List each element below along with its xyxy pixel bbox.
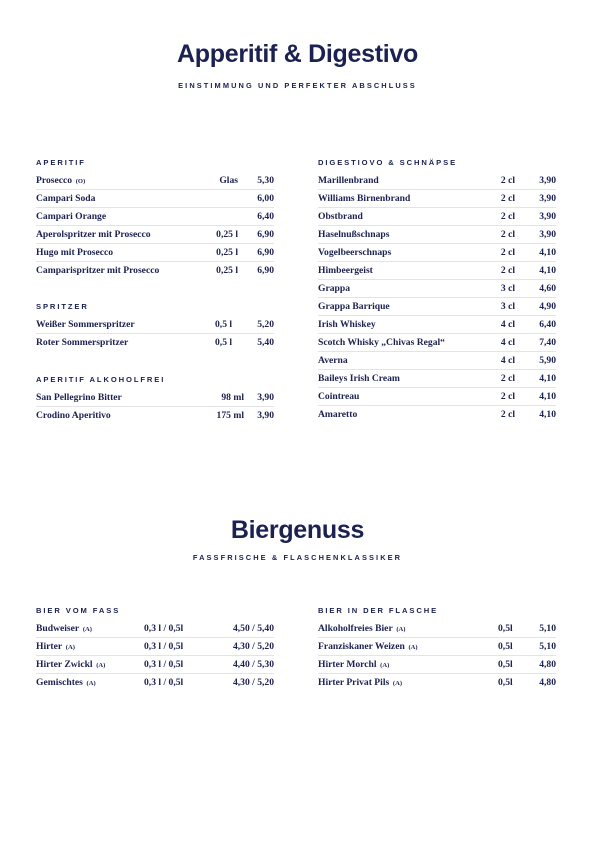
menu-item-name (318, 370, 400, 388)
menu-item-row (36, 407, 274, 425)
menu-item-name (36, 674, 96, 693)
menu-item-name (318, 674, 402, 693)
menu-item-row (36, 638, 274, 656)
menu-item-name (318, 316, 376, 334)
menu-item-quantity: 0,3 l / 0,5l (144, 623, 184, 634)
menu-item-name (318, 388, 359, 406)
menu-item-row (36, 334, 274, 352)
menu-item-name (318, 280, 350, 298)
menu-item-name-text: Averna (318, 355, 348, 366)
menu-item-row (36, 226, 274, 244)
section-subtitle-biergenuss: FASSFRISCHE & FLASCHENKLASSIKER (192, 553, 403, 562)
menu-item-name-text: Amaretto (318, 409, 358, 420)
menu-item-price: 7,40 (539, 337, 556, 348)
menu-item-row (318, 316, 556, 334)
menu-item-name-text: Campari Soda (36, 193, 96, 204)
menu-item-name-text: Weißer Sommerspritzer (36, 319, 135, 330)
menu-item-price: 4,60 (539, 283, 556, 294)
menu-item-row (318, 656, 556, 674)
menu-item-name (318, 352, 348, 370)
menu-item-price: 6,00 (257, 193, 274, 204)
menu-item-name (36, 407, 111, 425)
menu-item-row (318, 370, 556, 388)
menu-item-name (36, 334, 128, 352)
menu-item-row (318, 388, 556, 406)
menu-item-quantity: 0,25 l (216, 229, 238, 240)
menu-item-name-text: Campari Orange (36, 211, 107, 222)
menu-item-name (318, 262, 373, 280)
menu-item-price: 3,90 (539, 229, 556, 240)
allergen-code: (A) (406, 644, 418, 651)
menu-item-name (36, 208, 106, 226)
menu-item-quantity: 0,5 l (215, 319, 233, 330)
menu-item-price: 4,80 (539, 677, 556, 688)
menu-item-price: 4,10 (539, 265, 556, 276)
menu-item-quantity: 0,5l (498, 623, 513, 634)
menu-item-name-text: Aperolspritzer mit Prosecco (36, 229, 151, 240)
menu-item-name-text: Grappa (318, 283, 350, 294)
menu-item-name-text: Hirter Privat Pils (318, 677, 390, 688)
menu-item-name-text: Crodino Aperitivo (36, 410, 111, 421)
menu-item-name (318, 190, 410, 208)
menu-item-name-text: Himbeergeist (318, 265, 373, 276)
menu-item-quantity: 0,3 l / 0,5l (144, 641, 184, 652)
menu-item-row (36, 620, 274, 638)
menu-item-name (36, 638, 75, 657)
menu-item-quantity: 2 cl (500, 373, 515, 384)
menu-item-row (318, 352, 556, 370)
menu-item-name-text: Roter Sommerspritzer (36, 337, 129, 348)
menu-item-row (36, 208, 274, 226)
menu-item-price: 6,90 (257, 229, 274, 240)
menu-item-name (36, 389, 122, 407)
menu-item-row (318, 298, 556, 316)
menu-item-quantity: 4 cl (500, 319, 515, 330)
menu-item-price: 6,90 (257, 247, 274, 258)
menu-item-row (318, 190, 556, 208)
menu-item-name-text: San Pellegrino Bitter (36, 392, 122, 403)
menu-item-name-text: Irish Whiskey (318, 319, 376, 330)
menu-item-price: 5,10 (539, 623, 556, 634)
menu-item-price: 4,10 (539, 247, 556, 258)
menu-item-name (318, 656, 389, 675)
menu-item-name (318, 406, 357, 424)
allergen-code: (A) (94, 662, 106, 669)
menu-item-quantity: 0,5l (498, 641, 513, 652)
menu-item-price: 5,30 (257, 175, 274, 186)
menu-item-quantity: 2 cl (500, 409, 515, 420)
menu-item-row (36, 674, 274, 692)
menu-item-price: 4,30 / 5,20 (232, 641, 274, 652)
menu-item-quantity: 4 cl (500, 355, 515, 366)
menu-item-row (36, 262, 274, 280)
menu-item-name-text: Scotch Whisky „Chivas Regal“ (318, 337, 445, 348)
menu-item-name-text: Vogelbeerschnaps (318, 247, 392, 258)
menu-item-price: 4,50 / 5,40 (232, 623, 274, 634)
menu-item-row (36, 656, 274, 674)
allergen-code: (A) (64, 644, 75, 651)
menu-item-name-text: Haselnußschnaps (318, 229, 390, 240)
menu-item-name-text: Hugo mit Prosecco (36, 247, 114, 258)
menu-item-price: 5,20 (257, 319, 274, 330)
category-heading-aperitif: APERITIF (36, 158, 86, 167)
menu-item-name (36, 172, 85, 191)
category-heading-spritzer: SPRITZER (36, 302, 89, 311)
menu-item-name-text: Williams Birnenbrand (318, 193, 411, 204)
menu-item-row (318, 406, 556, 424)
menu-item-row (36, 389, 274, 407)
menu-item-price: 4,10 (539, 409, 556, 420)
menu-item-name-text: Hirter (36, 641, 63, 652)
menu-item-name-text: Alkoholfreies Bier (318, 623, 393, 634)
category-heading-bier-in-der-flasche: BIER IN DER FLASCHE (318, 606, 439, 615)
menu-item-quantity: 4 cl (500, 337, 515, 348)
menu-item-name (318, 244, 391, 262)
menu-item-row (318, 674, 556, 692)
menu-item-quantity: 2 cl (500, 211, 515, 222)
menu-item-quantity: 3 cl (500, 301, 515, 312)
menu-item-name-text: Camparispritzer mit Prosecco (36, 265, 160, 276)
menu-item-name-text: Marillenbrand (318, 175, 379, 186)
menu-item-quantity: 0,25 l (216, 265, 238, 276)
menu-item-row (36, 190, 274, 208)
menu-item-price: 5,40 (257, 337, 274, 348)
menu-item-name (36, 620, 92, 639)
menu-item-name (318, 298, 390, 316)
menu-item-name (36, 316, 135, 334)
menu-item-quantity: Glas (219, 175, 238, 186)
category-heading-digestivo: DIGESTIOVO & SCHNÄPSE (318, 158, 458, 167)
menu-item-quantity: 3 cl (500, 283, 515, 294)
menu-item-name-text: Grappa Barrique (318, 301, 390, 312)
menu-item-price: 6,90 (257, 265, 274, 276)
menu-item-price: 3,90 (257, 392, 274, 403)
menu-item-price: 3,90 (257, 410, 274, 421)
menu-item-quantity: 0,25 l (216, 247, 238, 258)
menu-item-quantity: 0,5l (498, 659, 513, 670)
category-heading-bier-vom-fass: BIER VOM FASS (36, 606, 121, 615)
menu-item-name (36, 226, 151, 244)
menu-item-row (36, 316, 274, 334)
menu-item-quantity: 2 cl (500, 265, 515, 276)
menu-item-price: 4,30 / 5,20 (232, 677, 274, 688)
menu-item-quantity: 0,5l (498, 677, 513, 688)
menu-item-name (318, 334, 445, 352)
menu-item-name-text: Hirter Zwickl (36, 659, 93, 670)
menu-item-name (318, 620, 406, 639)
menu-item-quantity: 2 cl (500, 229, 515, 240)
menu-item-row (318, 620, 556, 638)
allergen-code: (A) (394, 626, 406, 633)
menu-item-price: 6,40 (539, 319, 556, 330)
menu-item-row (318, 226, 556, 244)
allergen-code: (A) (378, 662, 390, 669)
menu-item-price: 5,10 (539, 641, 556, 652)
menu-item-quantity: 2 cl (500, 247, 515, 258)
allergen-code: (O) (74, 178, 86, 185)
menu-item-price: 3,90 (539, 175, 556, 186)
menu-item-price: 4,40 / 5,30 (232, 659, 274, 670)
menu-item-row (318, 334, 556, 352)
menu-item-price: 6,40 (257, 211, 274, 222)
menu-item-quantity: 0,5 l (215, 337, 233, 348)
menu-item-name-text: Gemischtes (36, 677, 83, 688)
menu-item-name (36, 190, 95, 208)
menu-item-price: 3,90 (539, 193, 556, 204)
menu-item-price: 4,10 (539, 391, 556, 402)
menu-item-name-text: Baileys Irish Cream (318, 373, 400, 384)
menu-item-name (318, 226, 389, 244)
allergen-code: (A) (84, 680, 96, 687)
menu-item-row (318, 208, 556, 226)
menu-item-price: 5,90 (539, 355, 556, 366)
menu-item-name-text: Cointreau (318, 391, 360, 402)
menu-item-row (36, 244, 274, 262)
menu-item-name-text: Hirter Morchl (318, 659, 377, 670)
menu-item-name (318, 208, 363, 226)
menu-item-name (36, 262, 159, 280)
menu-item-name-text: Franziskaner Weizen (318, 641, 405, 652)
allergen-code: (A) (391, 680, 403, 687)
menu-item-row (318, 244, 556, 262)
menu-item-quantity: 2 cl (500, 193, 515, 204)
menu-item-quantity: 175 ml (216, 410, 244, 421)
menu-item-row (318, 172, 556, 190)
section-subtitle-apperitif: EINSTIMMUNG UND PERFEKTER ABSCHLUSS (178, 81, 417, 90)
menu-item-quantity: 2 cl (500, 391, 515, 402)
menu-item-name (36, 656, 105, 675)
menu-item-name (318, 172, 379, 190)
menu-item-name-text: Prosecco (36, 175, 73, 186)
menu-item-row (318, 280, 556, 298)
menu-item-name (318, 638, 418, 657)
menu-item-row (318, 262, 556, 280)
section-title-apperitif: Apperitif & Digestivo (177, 40, 418, 68)
menu-item-quantity: 0,3 l / 0,5l (144, 659, 184, 670)
menu-item-row (36, 172, 274, 190)
menu-item-price: 4,90 (539, 301, 556, 312)
menu-item-name-text: Obstbrand (318, 211, 363, 222)
menu-item-quantity: 0,3 l / 0,5l (144, 677, 184, 688)
section-title-biergenuss: Biergenuss (230, 516, 365, 544)
category-heading-aperitif-alkoholfrei: APERITIF ALKOHOLFREI (36, 375, 166, 384)
allergen-code: (A) (81, 626, 92, 633)
menu-item-quantity: 98 ml (221, 392, 244, 403)
menu-item-quantity: 2 cl (500, 175, 515, 186)
menu-item-price: 4,80 (539, 659, 556, 670)
menu-item-price: 3,90 (539, 211, 556, 222)
menu-item-name-text: Budweiser (36, 623, 80, 634)
menu-item-row (318, 638, 556, 656)
menu-item-name (36, 244, 113, 262)
menu-item-price: 4,10 (539, 373, 556, 384)
